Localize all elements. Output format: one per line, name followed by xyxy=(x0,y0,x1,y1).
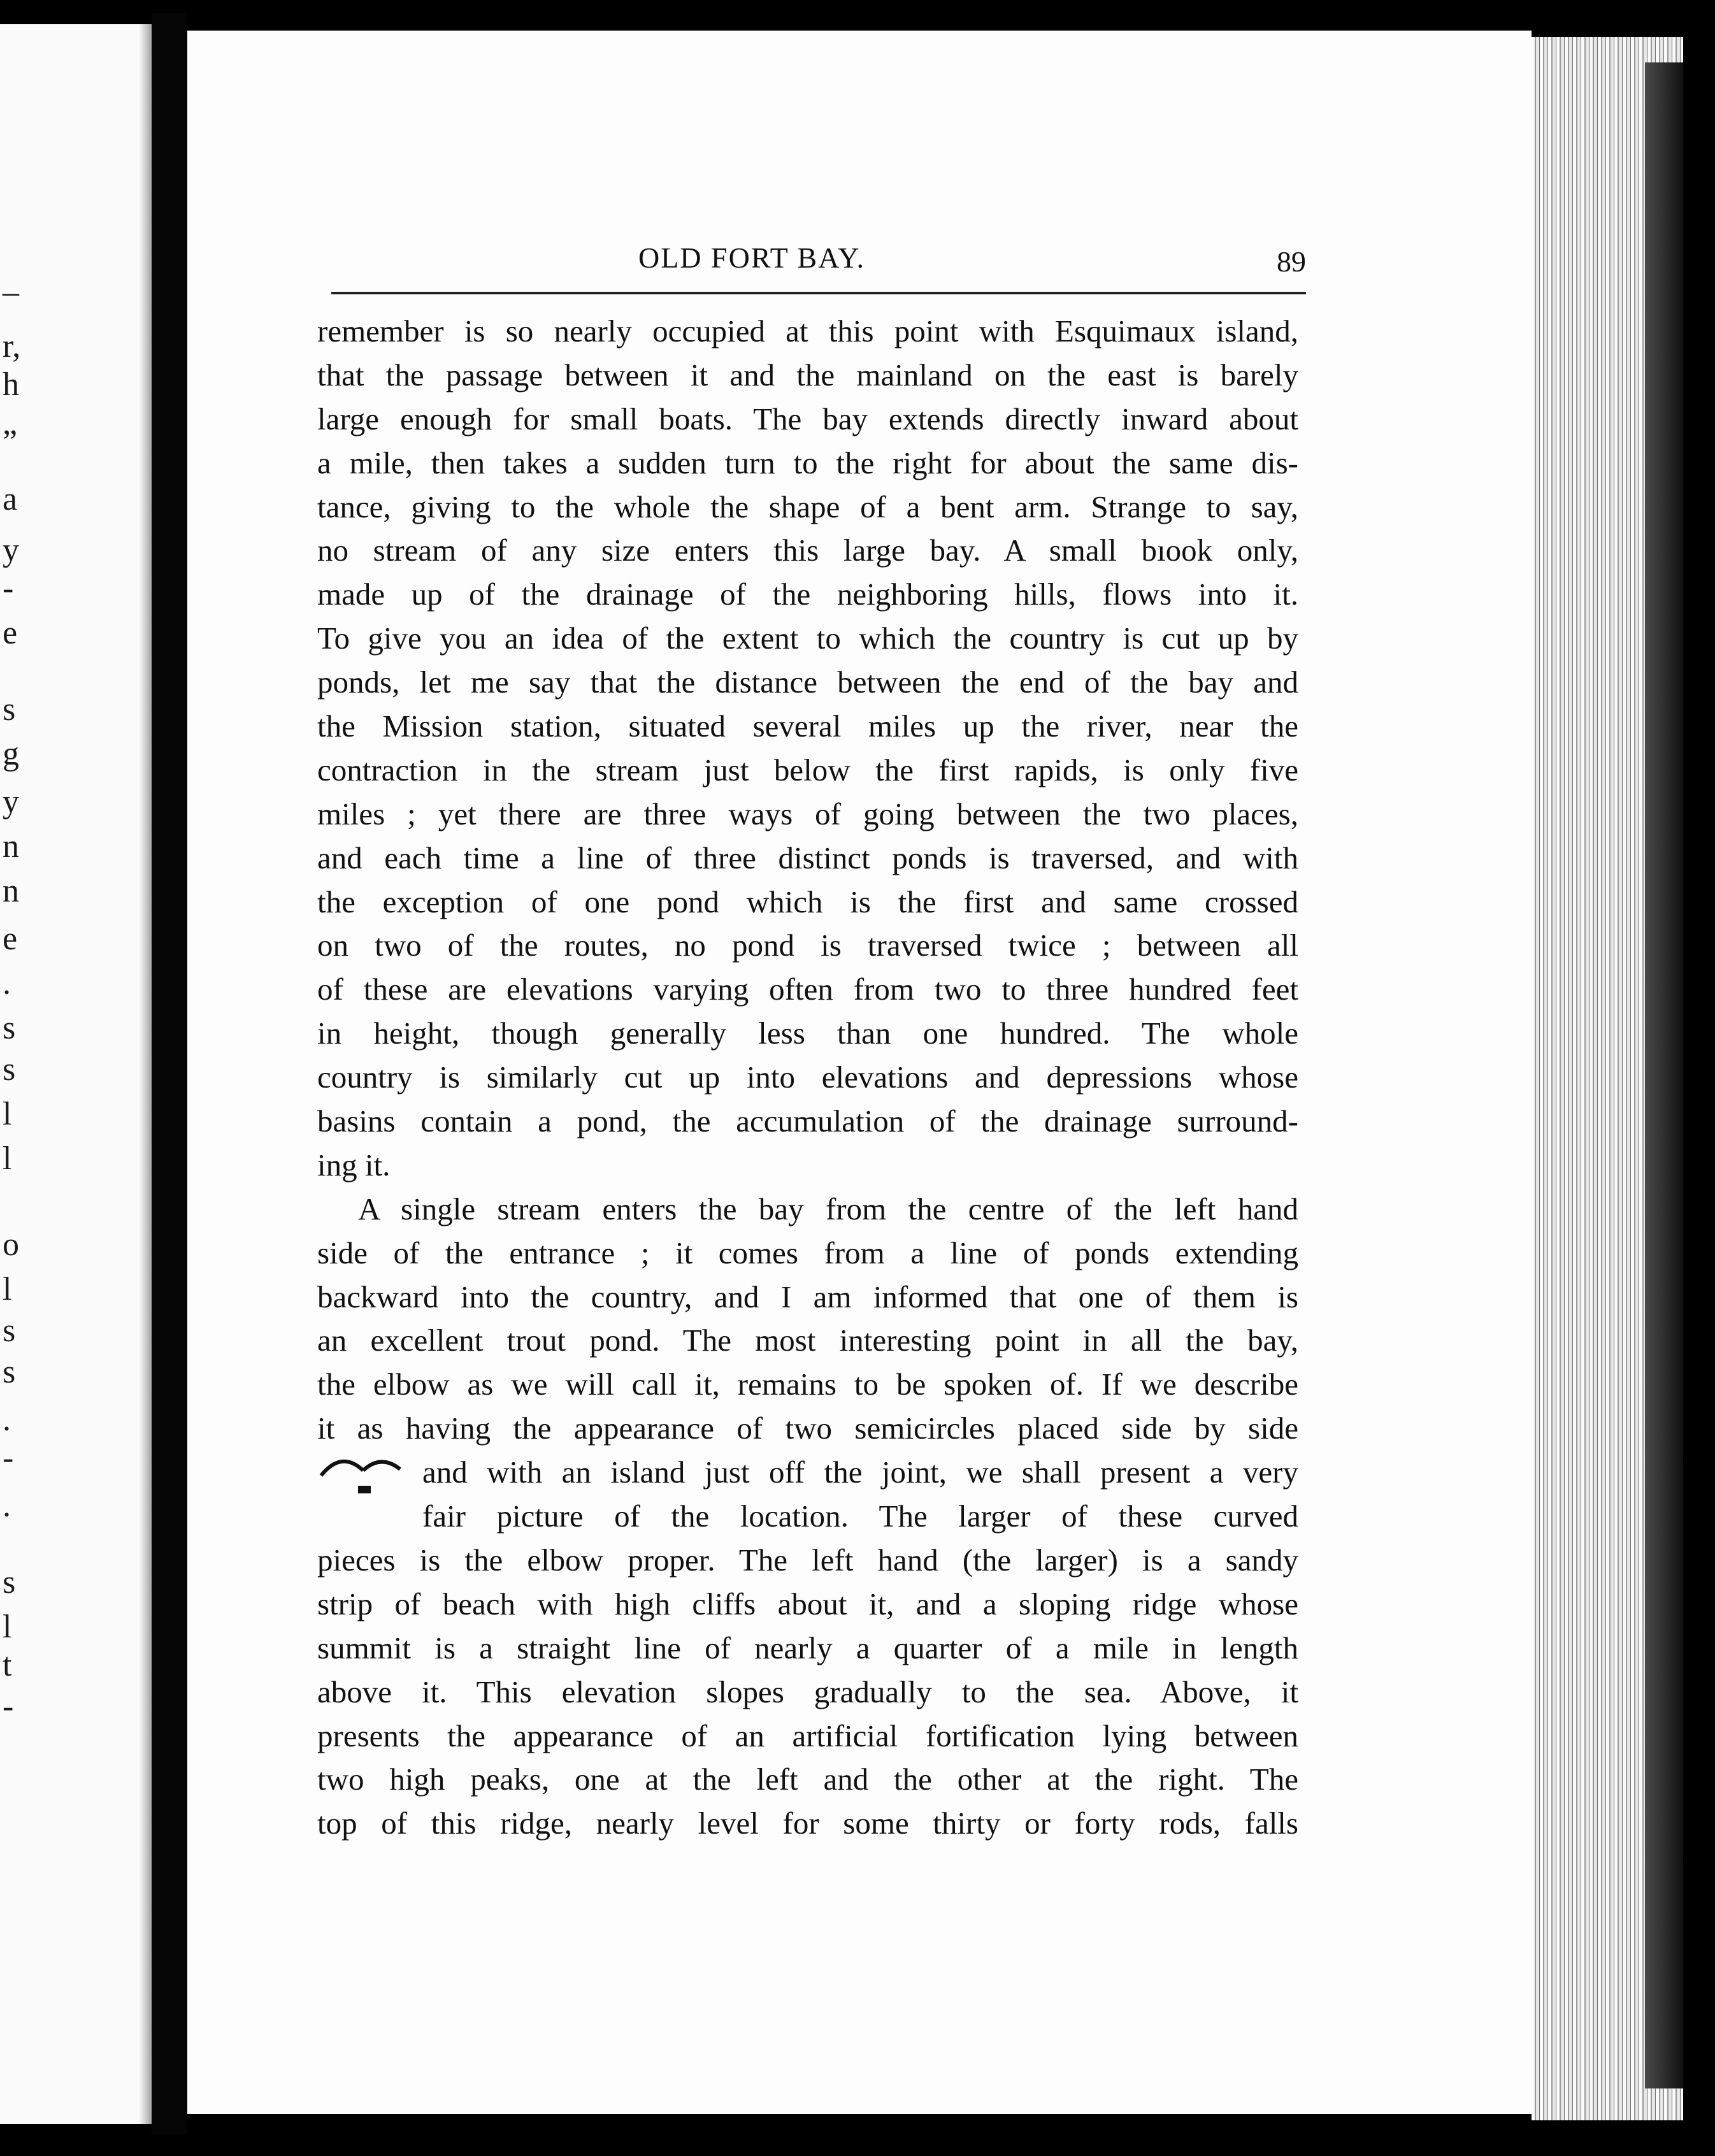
margin-letter: . xyxy=(3,1402,11,1438)
text-line: above it. This elevation slopes gradually to the sea. Above, it xyxy=(317,1674,1298,1709)
margin-letter: h xyxy=(3,366,19,403)
margin-letter: n xyxy=(3,828,19,865)
text-line: large enough for small boats. The bay extends directly inward about xyxy=(317,401,1298,436)
margin-letter: s xyxy=(3,1051,16,1088)
larger-semicircle xyxy=(321,1462,363,1476)
text-line: a mile, then takes a sudden turn to the right for about the same dis- xyxy=(317,445,1298,480)
margin-letter: e xyxy=(3,921,18,957)
text-line: presents the appearance of an artificial fortification lying between xyxy=(317,1718,1298,1753)
smaller-semicircle xyxy=(363,1462,400,1470)
text-line: fair picture of the location. The larger of these curved xyxy=(422,1498,1298,1534)
text-line: on two of the routes, no pond is traversed twice ; between all xyxy=(317,928,1298,963)
margin-letter: a xyxy=(3,481,18,517)
facing-page-fragment xyxy=(0,24,152,2124)
margin-letter: ” xyxy=(3,424,18,460)
text-line: contraction in the stream just below the first rapids, is only five xyxy=(317,752,1298,787)
text-line: To give you an idea of the extent to which the country is cut up by xyxy=(317,621,1298,656)
margin-letter: s xyxy=(3,1010,16,1046)
text-line: the exception of one pond which is the first and same crossed xyxy=(317,884,1298,919)
text-line: pieces is the elbow proper. The left hand (the larger) is a sandy xyxy=(317,1542,1298,1577)
text-line: and with an island just off the joint, we shall present a very xyxy=(422,1455,1298,1490)
text-line: two high peaks, one at the left and the other at the right. The xyxy=(317,1762,1298,1797)
text-line: country is similarly cut up into elevations and depressions whose xyxy=(317,1060,1298,1095)
island-mark xyxy=(358,1486,371,1493)
margin-letter: s xyxy=(3,1312,16,1349)
text-line: an excellent trout pond. The most interesting point in all the bay, xyxy=(317,1323,1298,1358)
margin-letter: . xyxy=(3,1488,11,1524)
semicircles-figure xyxy=(317,1439,406,1515)
text-line: A single stream enters the bay from the centre of the left hand xyxy=(358,1191,1298,1226)
margin-letter: r, xyxy=(3,328,21,364)
margin-letter: . xyxy=(3,965,11,1002)
margin-letter: l xyxy=(3,1271,12,1307)
text-line: basins contain a pond, the accumulation of the drainage surround- xyxy=(317,1103,1298,1139)
margin-letter: l xyxy=(3,1096,12,1132)
text-line: miles ; yet there are three ways of going between the two places, xyxy=(317,796,1298,831)
text-line: it as having the appearance of two semicircles placed side by side xyxy=(317,1411,1298,1446)
text-line: backward into the country, and I am informed that one of them is xyxy=(317,1279,1298,1314)
margin-letter: s xyxy=(3,691,16,728)
margin-letter: – xyxy=(3,274,19,310)
text-line: the Mission station, situated several miles up the river, near the xyxy=(317,708,1298,744)
spine-shadow xyxy=(139,24,152,2124)
margin-letter: s xyxy=(3,1354,16,1390)
text-line: ponds, let me say that the distance between the end of the bay and xyxy=(317,665,1298,700)
margin-letter: y xyxy=(3,532,19,568)
margin-letter: - xyxy=(3,1688,14,1725)
margin-letter: o xyxy=(3,1226,19,1263)
page-header xyxy=(331,241,1306,285)
text-line: tance, giving to the whole the shape of a bent arm. Strange to say, xyxy=(317,489,1298,524)
page-edges xyxy=(1532,37,1683,2120)
header-rule xyxy=(331,292,1306,294)
margin-letter: y xyxy=(3,784,19,820)
text-line: made up of the drainage of the neighboring hills, flows into it. xyxy=(317,577,1298,612)
margin-letter: e xyxy=(3,615,18,651)
text-line: strip of beach with high cliffs about it, and a sloping ridge whose xyxy=(317,1586,1298,1621)
body-text xyxy=(317,310,1298,1846)
margin-letter: - xyxy=(3,570,14,607)
margin-letter: n xyxy=(3,873,19,909)
text-line: of these are elevations varying often from two to three hundred feet xyxy=(317,972,1298,1007)
text-line: no stream of any size enters this large bay. A small bıook only, xyxy=(317,533,1298,568)
margin-letter: s xyxy=(3,1564,16,1600)
margin-letter: g xyxy=(3,736,19,772)
text-line: top of this ridge, nearly level for some thirty or forty rods, falls xyxy=(317,1806,1298,1841)
text-line: the elbow as we will call it, remains to be spoken of. If we describe xyxy=(317,1367,1298,1402)
page-number: 89 xyxy=(1277,245,1306,278)
running-head: OLD FORT BAY. xyxy=(638,241,865,274)
margin-letter: l xyxy=(3,1609,12,1645)
text-line: ing it. xyxy=(317,1147,391,1182)
margin-letter: l xyxy=(3,1140,12,1177)
text-line: remember is so nearly occupied at this point with Esquimaux island, xyxy=(317,313,1298,349)
text-line: and each time a line of three distinct ponds is traversed, and with xyxy=(317,840,1298,875)
margin-letter: t xyxy=(3,1647,12,1683)
text-line: summit is a straight line of nearly a quarter of a mile in length xyxy=(317,1630,1298,1665)
margin-letter: - xyxy=(3,1440,14,1476)
text-line: that the passage between it and the mainland on the east is barely xyxy=(317,357,1298,392)
text-line: side of the entrance ; it comes from a line of ponds extending xyxy=(317,1235,1298,1270)
book-gutter xyxy=(152,13,187,2134)
text-line: in height, though generally less than one hundred. The whole xyxy=(317,1016,1298,1051)
